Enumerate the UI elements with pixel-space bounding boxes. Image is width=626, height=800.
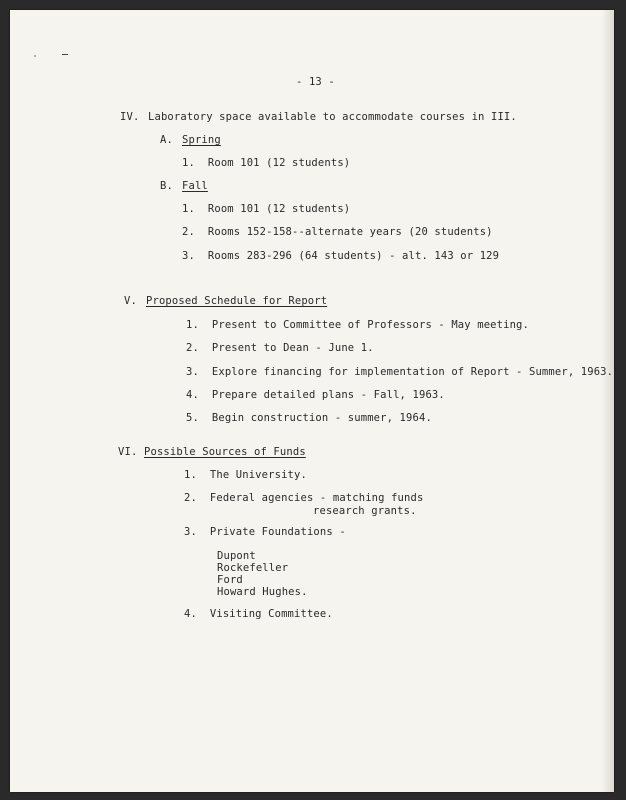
section-vi-numeral: VI. (118, 446, 138, 458)
section-iv-a-label: A. (160, 134, 173, 146)
section-iv-b-item-2: 2. Rooms 152-158--alternate years (20 students) (182, 226, 493, 238)
section-v-item-1: 1. Present to Committee of Professors - May meeting. (186, 319, 529, 331)
section-iv-b-item-3: 3. Rooms 283-296 (64 students) - alt. 143 or 129 (182, 250, 500, 262)
section-v-item-2: 2. Present to Dean - June 1. (186, 342, 374, 354)
section-iv-a-title: Spring (182, 134, 221, 146)
section-vi-item-2-line-1: 2. Federal agencies - matching funds (184, 492, 424, 504)
stray-mark (62, 54, 68, 55)
section-v-item-5: 5. Begin construction - summer, 1964. (186, 412, 432, 424)
section-vi-item-3: 3. Private Foundations - (184, 526, 346, 538)
foundation-list-item: Rockefeller (217, 562, 289, 574)
section-v-item-3: 3. Explore financing for implementation of Report - Summer, 1963. (186, 366, 614, 378)
section-iv-title: Laboratory space available to accommodate courses in III. (148, 111, 517, 123)
section-iv-b-title: Fall (182, 180, 208, 192)
stray-speck (34, 55, 36, 57)
section-vi-item-2-line-2: research grants. (313, 505, 417, 517)
section-v-item-4: 4. Prepare detailed plans - Fall, 1963. (186, 389, 445, 401)
section-iv-b-label: B. (160, 180, 173, 192)
section-vi-item-4: 4. Visiting Committee. (184, 608, 333, 620)
section-iv-a-item-1: 1. Room 101 (12 students) (182, 157, 351, 169)
document-page (10, 10, 614, 792)
section-v-numeral: V. (124, 295, 137, 307)
page-number: - 13 - (296, 76, 335, 88)
section-vi-title: Possible Sources of Funds (144, 446, 306, 458)
section-iv-numeral: IV. (120, 111, 140, 123)
section-iv-b-item-1: 1. Room 101 (12 students) (182, 203, 351, 215)
foundation-list-item: Howard Hughes. (217, 586, 308, 598)
foundation-list-item: Ford (217, 574, 243, 586)
page-edge-shadow (602, 10, 614, 792)
section-v-title: Proposed Schedule for Report (146, 295, 328, 307)
section-vi-item-1: 1. The University. (184, 469, 307, 481)
foundation-list-item: Dupont (217, 550, 256, 562)
